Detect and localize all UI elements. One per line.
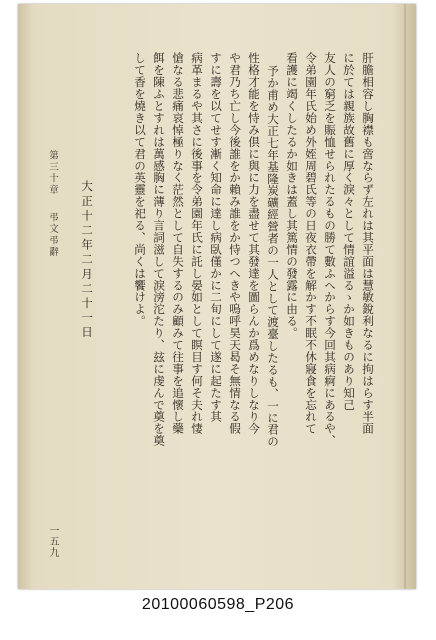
body-line: 愴なる悲痛哀悼極りなく茫然として自失するのみ顧みて往事を追懷し藥 (171, 52, 185, 435)
body-line: 友人の窮乏を賑恤せられたるもの勝て數ふへからす今回其病痾にあるや、 (323, 52, 337, 447)
body-line: 看護に竭くしたるか如きは蓋し其篤情の發露に由る。 (285, 52, 299, 339)
body-line: 予か甫め大正七年基隆炭礦經營者の一人として渡臺したるも、一に君の (266, 65, 280, 448)
body-line: すに壽を以てせす漸く知命に達し病臥僅かに二旬にして遂に起たす其 (209, 52, 223, 423)
body-line: 餌を陳ふとすれは萬感胸に薄り言詞滋して淚滂沱たり、玆に虔んで奠を奠 (152, 52, 166, 447)
page-number: 一五九 (47, 525, 58, 558)
section-label: 弔文弔辭 (47, 212, 58, 258)
chapter-label: 第三十章 (47, 150, 58, 196)
body-line: 性格才能を恃み倶に與に力を盡せて其發達を圖らんか爲めなりしなり今 (247, 52, 261, 435)
body-line: に於ては親族故舊に厚く淚々として情誼溢るゝか如きものあり知己 (342, 52, 356, 411)
body-line: や君乃ち亡し今後誰をか賴み誰をか恃つへきや嗚呼昊天曷そ無情なる假 (228, 52, 242, 435)
page-edge (404, 4, 406, 589)
date-line: 大正十二年二月二十一日 (80, 180, 94, 341)
body-line: 令弟園年氏始め外姪周碧氏等の日夜衣帶を解かす不眠不休寢食を忘れて (304, 52, 318, 435)
body-line: 肝膽相容し胸襟も啻ならず左れは其平面は慧敏銳利なるに拘はらす半面 (361, 52, 375, 435)
body-line: 病革まるや其さに後事を令弟園年氏に託し晏如として瞑目す何そ夫れ悽 (190, 52, 204, 435)
image-caption: 20100060598_P206 (141, 596, 295, 613)
body-line: して香を燒き以て君の英靈を祀る、尚くは饗けよ。 (133, 52, 147, 327)
